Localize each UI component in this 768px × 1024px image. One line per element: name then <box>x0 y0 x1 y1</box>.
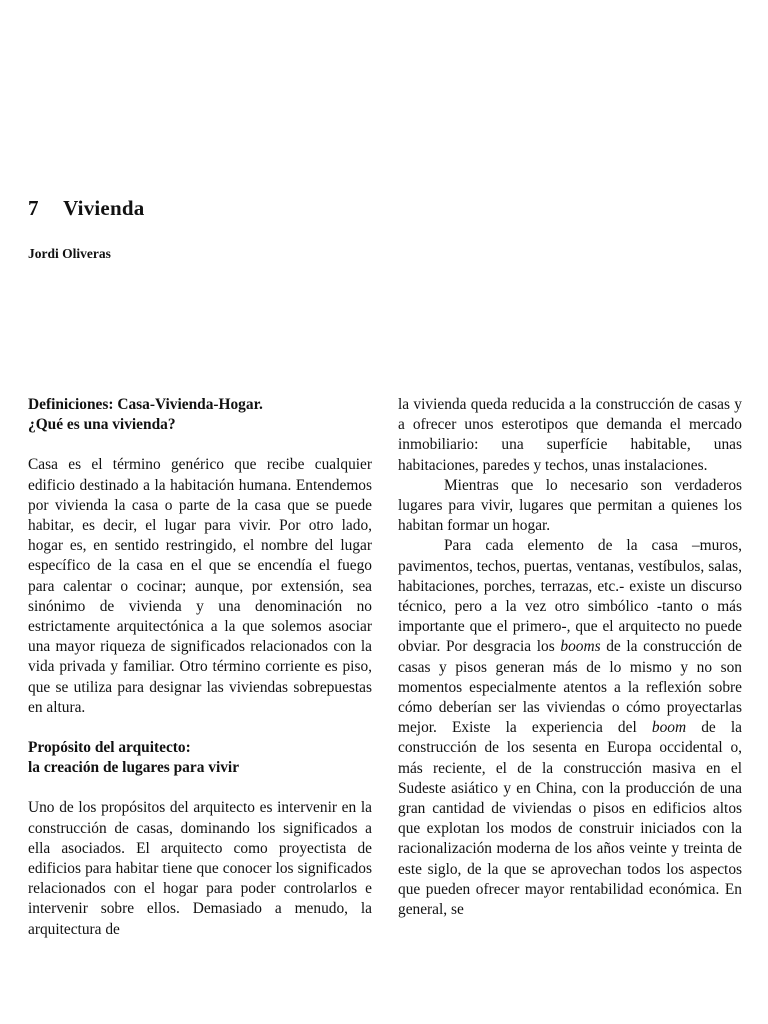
right-column <box>398 395 742 920</box>
paragraph <box>398 536 742 920</box>
chapter-title <box>28 196 144 221</box>
text-run: de la construcción de casas y pisos generan más de lo mismo y no son momentos especialmente atentos a la reflexión sobre cómo deberían ser las viviendas o cómo proyectarlas mejor. Existe la experiencia del <box>398 638 742 737</box>
section-heading-proposito <box>28 738 372 778</box>
paragraph: Casa es el término genérico que recibe cualquier edificio destinado a la habitación humana. Entendemos por vivienda la casa o parte de la casa que se puede habitar, es decir, el lugar para vivir. Por otro lado, hogar es, en sentido restringido, el nombre del lugar específico de la casa en el que se encendía el fuego para calentar o cocinar; aunque, por extensión, sea sinónimo de vivienda y una denominación no estrictamente arquitectónica a la que solemos asociar una mayor riqueza de significados relacionados con la vida privada y familiar. Otro término corriente es piso, que se utiliza para designar las viviendas sobrepuestas en altura. <box>28 456 372 716</box>
paragraph: la vivienda queda reducida a la construcción de casas y a ofrecer unos esterotipos que demanda el mercado inmobiliario: una superfície habitable, unas habitaciones, paredes y techos, unas instalaciones. <box>398 396 742 474</box>
chapter-title-text: Vivienda <box>63 196 145 220</box>
spacer <box>28 435 372 455</box>
spacer <box>28 778 372 798</box>
paragraph: Mientras que lo necesario son verdaderos lugares para vivir, lugares que permitan a quienes los habitan formar un hogar. <box>398 476 742 535</box>
chapter-number: 7 <box>28 196 39 220</box>
heading-line: Propósito del arquitecto: <box>28 739 191 757</box>
paragraph: Uno de los propósitos del arquitecto es intervenir en la construcción de casas, dominando los significados a ella asociados. El arquitecto como proyectista de edificios para habitar tiene que conocer los significados relacionados con el hogar para poder controlarlos e intervenir sobre ellos. Demasiado a menudo, la arquitectura de <box>28 799 372 938</box>
italic-term: booms <box>560 638 601 656</box>
text-run: Para cada elemento de la casa –muros, pavimentos, techos, puertas, ventanas, vestíbulos, salas, habitaciones, porches, terrazas, etc.- existe un discurso técnico, pero a la vez otro simbólico -tanto o más importante que el primero-, que el arquitecto no puede obviar. Por desgracia los <box>398 537 742 656</box>
left-column <box>28 395 372 940</box>
heading-line: ¿Qué es una vivienda? <box>28 416 176 434</box>
heading-line: la creación de lugares para vivir <box>28 759 240 777</box>
spacer <box>28 718 372 738</box>
section-heading-definiciones <box>28 395 372 435</box>
heading-line: Definiciones: Casa-Vivienda-Hogar. <box>28 396 263 413</box>
author-name: Jordi Oliveras <box>28 246 111 261</box>
text-run: de la construcción de los sesenta en Europa occidental o, más reciente, el de la construcción masiva en el Sudeste asiático y en China, con la producción de una gran cantidad de viviendas o pisos en edificios altos que explotan los modos de construir iniciados con la racionalización moderna de los años veinte y treinta de este siglo, de la que se aprovechan todos los aspectos que pueden ofrecer mayor rentabilidad económica. En general, se <box>398 719 742 919</box>
italic-term: boom <box>651 719 687 737</box>
